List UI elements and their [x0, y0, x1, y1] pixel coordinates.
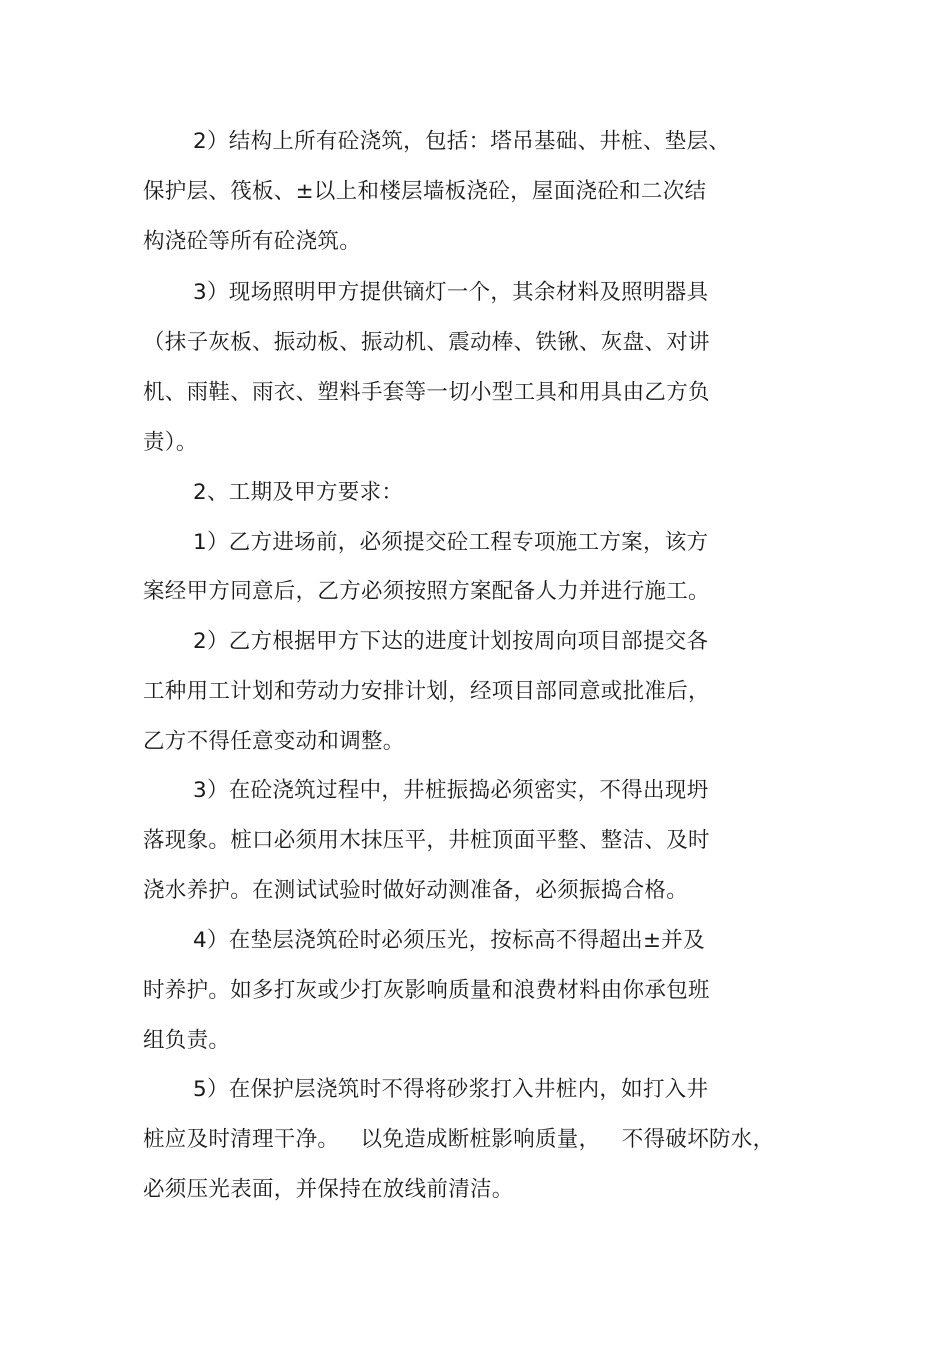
- paragraph-line: 1）乙方进场前，必须提交砼工程专项施工方案，该方: [193, 530, 709, 555]
- paragraph-line: 乙方不得任意变动和调整。: [143, 729, 405, 754]
- paragraph-line: （抹子灰板、振动板、振动机、震动棒、铁锹、灰盘、对讲: [143, 330, 710, 355]
- section-heading: 2、工期及甲方要求：: [193, 480, 404, 505]
- paragraph-line: 必须压光表面，并保持在放线前清洁。: [143, 1177, 514, 1202]
- paragraph-line: 3）在砼浇筑过程中，井桩振捣必须密实，不得出现坍: [193, 778, 709, 803]
- paragraph-line: 落现象。桩口必须用木抹压平，井桩顶面平整、整洁、及时: [143, 828, 710, 853]
- paragraph-line: 保护层、筏板、±以上和楼层墙板浇砼，屋面浇砼和二次结: [143, 179, 707, 204]
- paragraph-line: 2）乙方根据甲方下达的进度计划按周向项目部提交各: [193, 629, 709, 654]
- paragraph-line: 机、雨鞋、雨衣、塑料手套等一切小型工具和用具由乙方负: [143, 380, 710, 405]
- paragraph-line: 2）结构上所有砼浇筑，包括：塔吊基础、井桩、垫层、: [193, 129, 731, 154]
- paragraph-line: 案经甲方同意后，乙方必须按照方案配备人力并进行施工。: [143, 579, 710, 604]
- paragraph-line: 4）在垫层浇筑砼时必须压光，按标高不得超出±并及: [193, 928, 705, 953]
- paragraph-line: 组负责。: [143, 1028, 231, 1053]
- paragraph-line: 构浇砼等所有砼浇筑。: [143, 229, 362, 254]
- paragraph-line: 3）现场照明甲方提供镝灯一个，其余材料及照明器具: [193, 280, 709, 305]
- paragraph-line: 责）。: [143, 430, 198, 455]
- paragraph-line: 5）在保护层浇筑时不得将砂浆打入井桩内，如打入井: [193, 1077, 709, 1102]
- paragraph-line: 时养护。如多打灰或少打灰影响质量和浪费材料由你承包班: [143, 978, 710, 1003]
- paragraph-line: 桩应及时清理干净。 以免造成断桩影响质量， 不得破坏防水，: [143, 1127, 775, 1152]
- paragraph-line: 浇水养护。在测试试验时做好动测准备，必须振捣合格。: [143, 878, 689, 903]
- paragraph-line: 工种用工计划和劳动力安排计划，经项目部同意或批准后，: [143, 679, 710, 704]
